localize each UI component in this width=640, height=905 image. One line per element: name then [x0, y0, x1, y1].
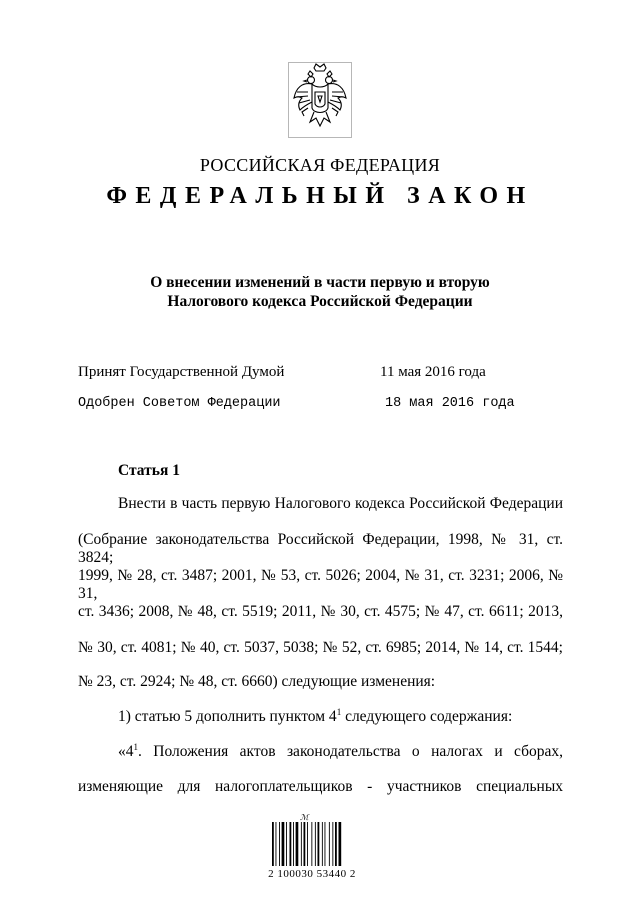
article-text-line: 1999, № 28, ст. 3487; 2001, № 53, ст. 5026; 2004, № 31, ст. 3231; 2006, № 31,	[78, 567, 563, 602]
article-text-line: Внести в часть первую Налогового кодекса Российской Федерации	[118, 495, 563, 512]
article-text-line: (Собрание законодательства Российской Федерации, 1998, № 31, ст. 3824;	[78, 531, 563, 566]
coat-of-arms-emblem	[288, 62, 352, 138]
article-item-line	[118, 708, 563, 726]
barcode-number: 2 100030 53440 2	[268, 868, 356, 880]
quote-text: . Положения актов законодательства о налогах и сборах,	[138, 743, 563, 760]
document-type-heading: ФЕДЕРАЛЬНЫЙ ЗАКОН	[106, 183, 534, 209]
item-text: 1) статью 5 дополнить пунктом 4	[118, 708, 337, 725]
country-heading: РОССИЙСКАЯ ФЕДЕРАЦИЯ	[199, 155, 441, 175]
law-title	[0, 273, 640, 311]
adoption-council-date: 18 мая 2016 года	[385, 396, 515, 411]
article-heading: Статья 1	[118, 462, 180, 479]
quote-line	[118, 743, 563, 761]
article-text-line: изменяющие для налогоплательщиков - участников специальных	[78, 778, 563, 795]
article-text-line: ст. 3436; 2008, № 48, ст. 5519; 2011, № 30, ст. 4575; № 47, ст. 6611; 2013,	[78, 603, 563, 620]
article-text-line: № 30, ст. 4081; № 40, ст. 5037, 5038; № 52, ст. 6985; 2014, № 14, ст. 1544;	[78, 639, 563, 656]
item-superscript: 1	[336, 707, 342, 717]
law-title-line: О внесении изменений в части первую и вторую	[150, 274, 490, 291]
item-text: следующего содержания:	[341, 708, 513, 725]
quote-start	[118, 743, 138, 761]
handwritten-mark: ℳ	[300, 813, 309, 822]
adoption-duma-date: 11 мая 2016 года	[380, 364, 486, 380]
article-text-line: № 23, ст. 2924; № 48, ст. 6660) следующие изменения:	[78, 673, 436, 690]
law-title-line: Налогового кодекса Российской Федерации	[167, 293, 473, 310]
quote-text: «4	[118, 743, 134, 760]
quote-superscript: 1	[133, 742, 138, 752]
adoption-council-label: Одобрен Советом Федерации	[78, 396, 281, 411]
adoption-duma-label: Принят Государственной Думой	[78, 364, 285, 380]
